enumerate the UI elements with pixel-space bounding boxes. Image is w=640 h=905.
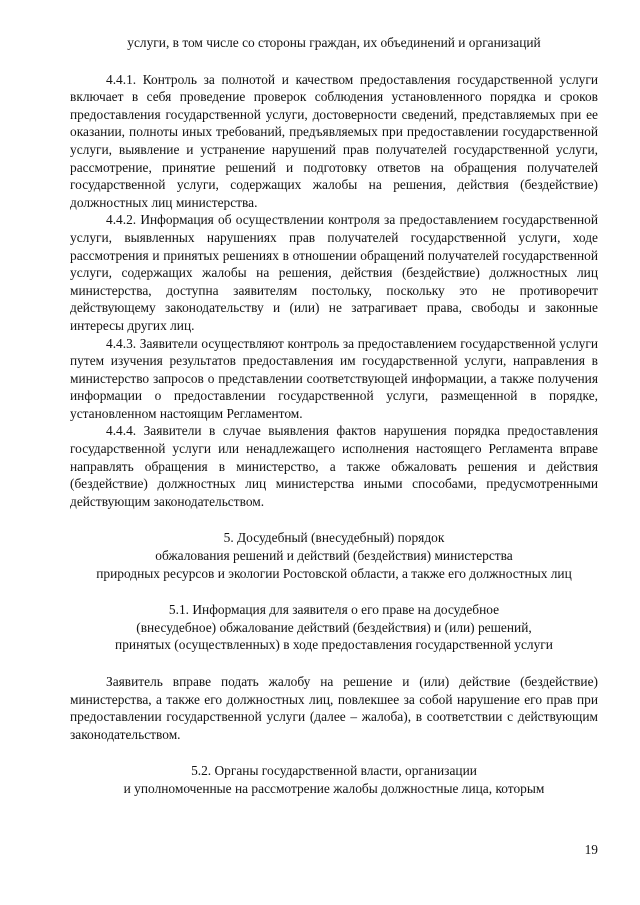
section-5-heading-line-2: обжалования решений и действий (бездействия) министерства [155,548,513,564]
section-5-heading-line-3: природных ресурсов и экологии Ростовской области, а также его должностных лиц [96,565,572,581]
document-page [70,34,598,798]
section-5-1-heading-line-1: 5.1. Информация для заявителя о его праве на досудебное [168,602,500,618]
section-5-heading [70,529,598,582]
continued-heading-line: услуги, в том числе со стороны граждан, их объединений и организаций [127,35,541,50]
section-5-2-heading [70,762,598,797]
spacer [70,743,598,762]
spacer [70,582,598,601]
paragraph-4-4-2: 4.4.2. Информация об осуществлении контроля за предоставлением государственной услуги, выявленных нарушениях прав получателей государственной услуги, ходе рассмотрения и принятых решениях в отношении обращений получателей государственной услуги, содержащих жалобы на решения, действия (бездействие) должностных лиц министерства, доступна заявителям постольку, поскольку это не противоречит действующему законодательству и (или) не затрагивает права, свободы и законные интересы других лиц. [70,212,598,333]
section-5-1-heading-line-3: принятых (осуществленных) в ходе предоставления государственной услуги [115,637,553,653]
section-5-1-heading-line-2: (внесудебное) обжалование действий (бездействия) и (или) решений, [136,619,532,635]
spacer [70,654,598,673]
spacer [70,52,598,71]
spacer [70,510,598,529]
section-5-1-heading [70,601,598,654]
paragraph-4-4-4: 4.4.4. Заявители в случае выявления фактов нарушения порядка предоставления государственной услуги или ненадлежащего исполнения настоящего Регламента вправе направлять обращения в министерство, а также обжаловать решения и действия (бездействие) должностных лиц министерства иными способами, предусмотренными действующим законодательством. [70,423,598,509]
paragraph-4-4-1: 4.4.1. Контроль за полнотой и качеством предоставления государственной услуги включает в себя проведение проверок соблюдения установленного порядка и сроков предоставления государственной услуги, достоверности сведений, представляемых при ее оказании, полноты иных требований, предъявляемых при предоставлении государственной услуги, выявление и устранение нарушений прав получателей государственной услуги, рассмотрение, принятие решений и подготовку ответов на обращения получателей государственной услуги, содержащих жалобы на решения, действия (бездействие) должностных лиц министерства. [70,71,598,210]
paragraph-5-1: Заявитель вправе подать жалобу на решение и (или) действие (бездействие) министерства, а также его должностных лиц, повлекшее за собой нарушение его прав при предоставлении государственной услуги (далее – жалоба), в соответствии с действующим законодательством. [70,674,598,742]
page-number: 19 [584,842,598,857]
section-5-2-heading-line-1: 5.2. Органы государственной власти, организации [191,763,477,779]
paragraph-4-4-3: 4.4.3. Заявители осуществляют контроль за предоставлением государственной услуги путем изучения результатов предоставления им государственной услуги, направления в министерство запросов о представлении соответствующей информации, а также получения информации о предоставлении государственной услуги, размещенной в порядке, установленном настоящим Регламентом. [70,335,598,421]
section-5-2-heading-line-2: и уполномоченные на рассмотрение жалобы должностные лица, которым [123,780,545,796]
section-5-heading-line-1: 5. Досудебный (внесудебный) порядок [223,530,445,546]
